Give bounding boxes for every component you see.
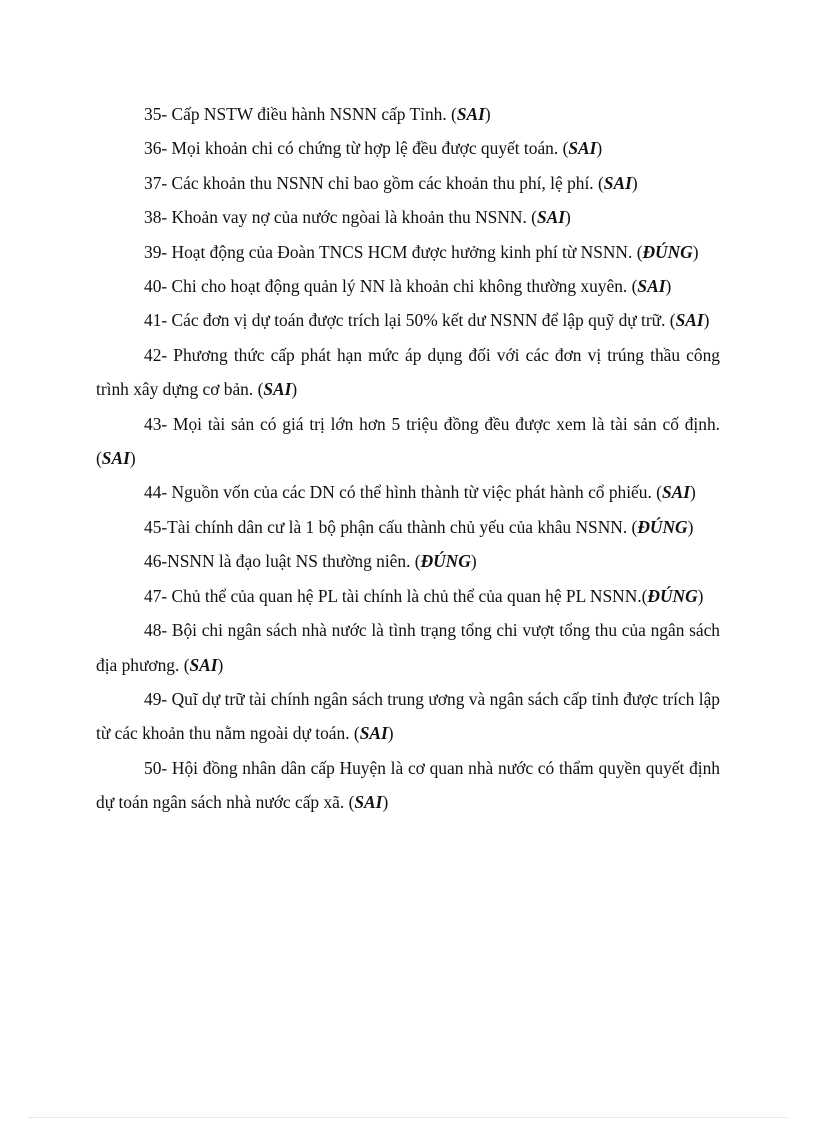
statement-text: 43- Mọi tài sản có giá trị lớn hơn 5 triệu đồng đều được xem là tài sản cố định. [144, 413, 720, 434]
answer-label: (SAI) [183, 654, 224, 675]
answer-label: (SAI) [257, 379, 298, 400]
answer-label: (SAI) [353, 723, 394, 744]
list-item [96, 97, 720, 131]
statement-text: 39- Hoạt động của Đoàn TNCS HCM được hưởng kinh phí từ NSNN. [144, 241, 637, 262]
list-item [96, 235, 720, 269]
list-item [96, 475, 720, 509]
list-item [96, 682, 720, 751]
statement-text: 35- Cấp NSTW điều hành NSNN cấp Tỉnh. [144, 104, 452, 124]
answer-label: (ĐÚNG) [414, 551, 477, 572]
answer-label: (SAI) [598, 172, 638, 193]
answer-label: (SAI) [669, 310, 710, 331]
statement-text: 46-NSNN là đạo luật NS thường niên. [144, 551, 415, 572]
statement-text: 49- Quĩ dự trữ tài chính ngân sách trung ương và ngân sách cấp tỉnh được trích lập từ các khoản thu nằm ngoài dự toán. [96, 688, 720, 744]
list-item [96, 510, 720, 544]
statement-text: 45-Tài chính dân cư là 1 bộ phận cấu thành chủ yếu của khâu NSNN. [144, 516, 632, 537]
list-item [96, 407, 720, 476]
answer-label: (SAI) [348, 792, 389, 813]
answer-label: (SAI) [562, 138, 603, 159]
list-item [96, 544, 720, 578]
answer-label: (SAI) [531, 207, 571, 228]
list-item [96, 166, 720, 200]
answer-label: (SAI) [656, 482, 696, 503]
statement-text: 48- Bội chi ngân sách nhà nước là tình trạng tổng chi vượt tổng thu của ngân sách địa phương. [96, 620, 720, 675]
list-item [96, 303, 720, 337]
list-item [96, 200, 720, 234]
page-bottom-divider [28, 1117, 788, 1118]
list-item [96, 338, 720, 407]
statement-text: 44- Nguồn vốn của các DN có thể hình thành từ việc phát hành cổ phiếu. [144, 482, 657, 503]
answer-label: (SAI) [631, 276, 672, 297]
statement-text: 37- Các khoản thu NSNN chỉ bao gồm các khoản thu phí, lệ phí. [144, 172, 598, 193]
list-item [96, 579, 720, 613]
list-item [96, 751, 720, 820]
statement-text: 47- Chủ thể của quan hệ PL tài chính là chủ thể của quan hệ PL NSNN. [144, 585, 642, 606]
answer-label: (SAI) [96, 448, 136, 469]
list-item [96, 613, 720, 682]
statement-text: 40- Chi cho hoạt động quản lý NN là khoản chi không thường xuyên. [144, 276, 632, 297]
answer-label: (ĐÚNG) [631, 516, 694, 537]
question-list [96, 97, 720, 820]
statement-text: 50- Hội đồng nhân dân cấp Huyện là cơ quan nhà nước có thẩm quyền quyết định dự toán ngân sách nhà nước cấp xã. [96, 757, 720, 813]
list-item [96, 131, 720, 165]
statement-text: 36- Mọi khoản chi có chứng từ hợp lệ đều được quyết toán. [144, 138, 563, 159]
list-item [96, 269, 720, 303]
statement-text: 38- Khoản vay nợ của nước ngòai là khoản thu NSNN. [144, 207, 532, 228]
answer-label: (ĐÚNG) [641, 585, 704, 606]
statement-text: 42- Phương thức cấp phát hạn mức áp dụng đối với các đơn vị trúng thầu công trình xây dựng cơ bản. [96, 344, 720, 400]
answer-label: (ĐÚNG) [636, 241, 699, 262]
answer-label: (SAI) [451, 104, 491, 124]
statement-text: 41- Các đơn vị dự toán được trích lại 50% kết dư NSNN để lập quỹ dự trữ. [144, 310, 670, 331]
